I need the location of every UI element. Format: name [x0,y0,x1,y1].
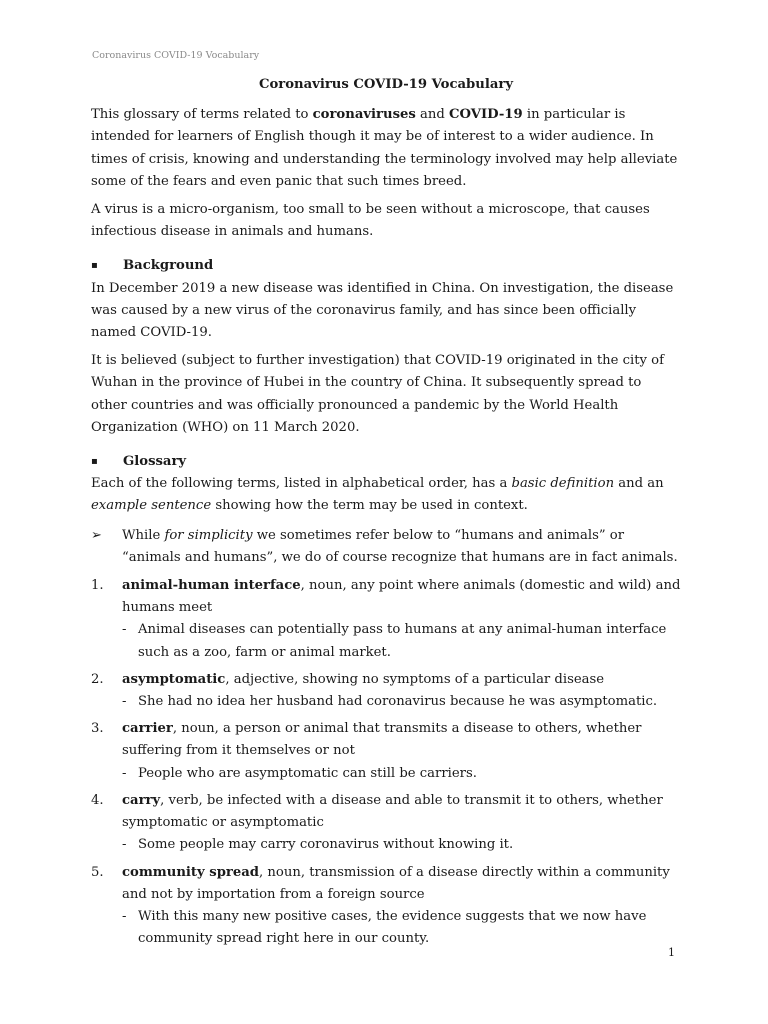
intro-text: in particular is intended for learners of English though it may be of interest to a wider audience. In times of crisis, knowing and understanding the terminology involved may help alleviate some of the fears and even panic that such times breed. [91,107,678,189]
glossary-intro-text: Each of the following terms, listed in alphabetical order, has a [91,476,512,492]
entry-definition-text: , verb, be infected with a disease and able to transmit it to others, whether symptomatic or asymptomatic [122,792,663,831]
entry-term: carry [122,792,161,808]
intro-paragraph-2: A virus is a micro-organism, too small to be seen without a microscope, that causes infectious disease in animals and humans. [91,202,650,240]
entry-example [122,834,681,856]
glossary-entry [91,575,681,664]
entry-definition [122,718,681,762]
entry-definition [122,790,681,834]
entry-term: asymptomatic [122,671,226,687]
intro-term-covid19: COVID-19 [449,107,523,123]
document-title: Coronavirus COVID-19 Vocabulary [258,77,513,92]
entry-example-text: Animal diseases can potentially pass to humans at any animal-human interface such as a zoo, farm or animal market. [138,622,667,660]
note-emphasis: for simplicity [164,527,253,543]
section-heading-glossary [91,451,681,473]
intro-paragraph-1 [91,104,681,193]
entry-number: 2. [91,671,104,687]
intro-text: and [415,107,449,123]
entry-number: 1. [91,578,104,594]
page-number: 1 [668,946,675,959]
glossary-entry [91,669,681,713]
intro-text: This glossary of terms related to [91,107,313,123]
running-header: Coronavirus COVID-19 Vocabulary [92,50,260,61]
glossary-intro-emphasis: example sentence [91,498,212,514]
intro-term-coronaviruses: coronaviruses [312,107,416,123]
glossary-note-text [122,525,681,569]
entry-example [122,906,681,950]
dash-bullet: - [122,694,127,710]
glossary-list [91,575,681,950]
entry-definition-text: , noun, a person or animal that transmits a disease to others, whether suffering from it themselves or not [122,721,642,759]
dash-bullet: - [122,622,127,638]
entry-number: 3. [91,721,104,737]
entry-definition-text: , noun, any point where animals (domestic and wild) and humans meet [122,578,681,616]
glossary-intro-emphasis: basic definition [511,476,615,492]
entry-term: animal-human interface [122,578,301,594]
entry-definition [122,862,681,906]
background-paragraph-2: It is believed (subject to further investigation) that COVID-19 originated in the city of Wuhan in the province of Hubei in the country of China. It subsequently spread to other countries and was officially pronounced a pandemic by the World Health Organization (WHO) on 11 March 2020. [91,353,664,435]
entry-number: 5. [91,864,104,880]
entry-definition-text: , adjective, showing no symptoms of a particular disease [225,671,605,687]
glossary-entry [91,718,681,785]
entry-number: 4. [91,792,104,808]
square-bullet-icon: ▪ [91,260,98,272]
section-heading-label: Background [123,258,214,274]
dash-bullet: - [122,908,127,924]
document-body [91,74,681,955]
arrow-bullet-icon: ➢ [91,527,103,543]
note-text: we sometimes refer below to “humans and animals” or “animals and humans”, we do of course recognize that humans are in fact animals. [122,527,678,565]
section-heading-background [91,255,681,277]
entry-term: carrier [122,721,173,737]
glossary-intro-text: and an [614,476,664,492]
glossary-intro [91,473,681,517]
entry-example [122,763,681,785]
entry-example-text: With this many new positive cases, the evidence suggests that we now have community spread right here in our county. [138,908,647,947]
section-heading-label: Glossary [123,454,187,470]
entry-definition [122,669,681,691]
glossary-intro-text: showing how the term may be used in context. [211,498,528,514]
entry-example-text: She had no idea her husband had coronavirus because he was asymptomatic. [138,694,658,710]
entry-term: community spread [122,864,260,880]
glossary-note [91,525,681,569]
entry-example [122,619,681,663]
entry-definition-text: , noun, transmission of a disease directly within a community and not by importation from a foreign source [122,864,670,902]
square-bullet-icon: ▪ [91,456,98,468]
dash-bullet: - [122,837,127,853]
background-paragraph-1: In December 2019 a new disease was identified in China. On investigation, the disease was caused by a new virus of the coronavirus family, and has since been officially named COVID-19. [91,280,674,341]
entry-example-text: Some people may carry coronavirus without knowing it. [138,837,514,853]
glossary-entry [91,862,681,951]
entry-example-text: People who are asymptomatic can still be carriers. [138,765,477,781]
entry-definition [122,575,681,619]
entry-example [122,691,681,713]
note-text: While [122,527,165,543]
glossary-entry [91,790,681,857]
dash-bullet: - [122,765,127,781]
